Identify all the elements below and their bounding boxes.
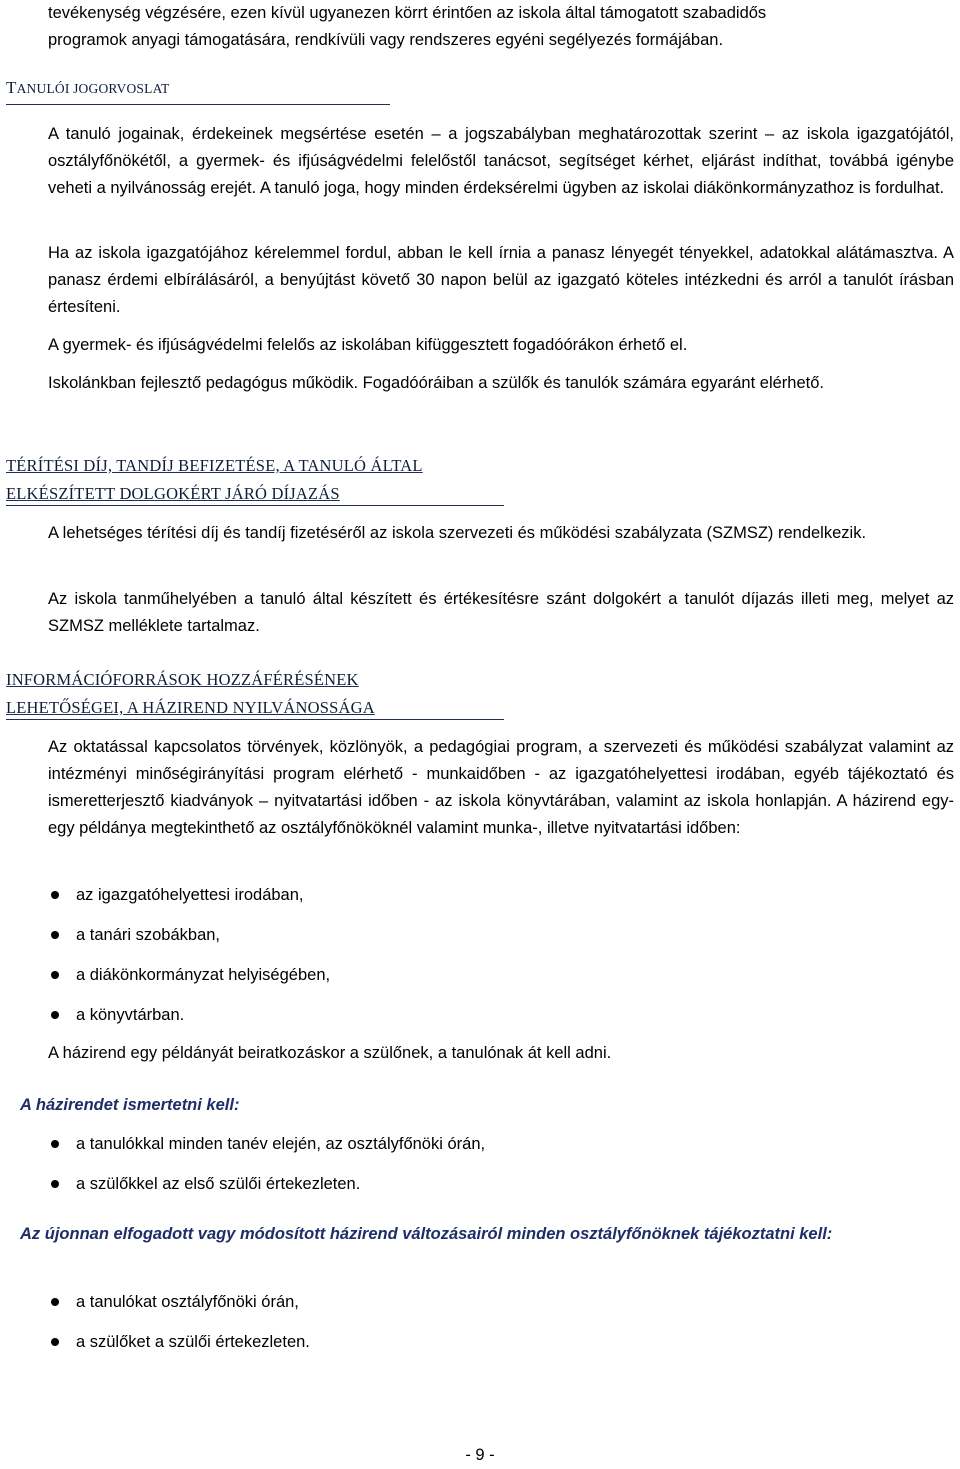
terites-paragraph-2: Az iskola tanműhelyében a tanuló által készített és értékesítésre szánt dolgokért a tanulót díjazás illeti meg, melyet az SZMSZ melléklete tartalmaz. [48, 590, 954, 635]
jogorvoslat-paragraph-2: Ha az iskola igazgatójához kérelemmel fordul, abban le kell írnia a panasz lényegét tényekkel, adatokkal alátámasztva. A panasz érdemi elbírálásáról, a benyújtást követő 30 napon belül az igazgató köteles intézkedni és arról a tanulót írásban értesíteni. [48, 244, 954, 316]
list-item: az igazgatóhelyettesi irodában, [48, 882, 330, 922]
bullet-icon [51, 1140, 59, 1148]
jogorvoslat-paragraph-3: A gyermek- és ifjúságvédelmi felelős az iskolában kifüggesztett fogadóórákon érhető el. [48, 336, 688, 354]
list-item: a tanulókat osztályfőnöki órán, [48, 1289, 310, 1329]
bullet-icon [51, 1338, 59, 1346]
list-item: a könyvtárban. [48, 1002, 330, 1042]
section-heading-jogorvoslat: TANULÓI JOGORVOSLAT [6, 78, 170, 97]
bullet-icon [51, 1011, 59, 1019]
location-list [48, 882, 330, 1042]
intro-line-2: programok anyagi támogatására, rendkívüli vagy rendszeres egyéni segélyezés formájában. [48, 31, 724, 49]
list-item: a tanári szobákban, [48, 922, 330, 962]
informacio-paragraph-2: A házirend egy példányát beiratkozáskor a szülőnek, a tanulónak át kell adni. [48, 1044, 612, 1062]
informacio-paragraph-1: Az oktatással kapcsolatos törvények, közlönyök, a pedagógiai program, a szervezeti és működési szabályzat valamint az intézményi minőségirányítási program elérhető - munkaidőben - az igazgatóhelyettesi irodában, egyéb tájékoztató és ismeretterjesztő kiadványok – nyitvatartási időben - az iskola könyvtárában, valamint az iskola honlapján. A házirend egy-egy példánya megtekinthető az osztályfőnököknél valamint munka-, illetve nyitvatartási időben: [48, 738, 954, 837]
list-item: a szülőket a szülői értekezleten. [48, 1329, 310, 1369]
ismertetni-heading: A házirendet ismertetni kell: [20, 1096, 240, 1114]
tajekoztatas-list [48, 1289, 310, 1369]
bullet-icon [51, 971, 59, 979]
bullet-icon [51, 1298, 59, 1306]
intro-paragraph [48, 0, 954, 54]
heading-rule [6, 719, 504, 720]
heading-rule [6, 104, 390, 105]
jogorvoslat-paragraph-4: Iskolánkban fejlesztő pedagógus működik. Fogadóóráiban a szülők és tanulók számára egyaránt elérhető. [48, 374, 824, 392]
heading-rule [6, 505, 504, 506]
terites-paragraph-1: A lehetséges térítési díj és tandíj fizetéséről az iskola szervezeti és működési szabályzata (SZMSZ) rendelkezik. [48, 524, 867, 542]
list-item: a diákönkormányzat helyiségében, [48, 962, 330, 1002]
ismertetni-list [48, 1131, 485, 1211]
section-heading-terites: TÉRÍTÉSI DÍJ, TANDÍJ BEFIZETÉSE, A TANULÓ ÁLTAL ELKÉSZÍTETT DOLGOKÉRT JÁRÓ DÍJAZÁS [6, 456, 423, 503]
bullet-icon [51, 1180, 59, 1188]
list-item: a tanulókkal minden tanév elején, az osztályfőnöki órán, [48, 1131, 485, 1171]
jogorvoslat-paragraph-1: A tanuló jogainak, érdekeinek megsértése esetén – a jogszabályban meghatározottak szerint – az iskola igazgatójától, osztályfőnökétől, a gyermek- és ifjúságvédelmi felelőstől tanácsot, segítséget kérhet, eljárást indíthat, továbbá igénybe veheti a nyilvánosság erejét. A tanuló joga, hogy minden érdeksérelmi ügyben az iskolai diákönkormányzathoz is fordulhat. [48, 125, 954, 197]
list-item: a szülőkkel az első szülői értekezleten. [48, 1171, 485, 1211]
bullet-icon [51, 931, 59, 939]
section-heading-informacio: INFORMÁCIÓFORRÁSOK HOZZÁFÉRÉSÉNEK LEHETŐSÉGEI, A HÁZIREND NYILVÁNOSSÁGA [6, 670, 375, 717]
page-number: - 9 - [465, 1446, 495, 1464]
modositott-heading: Az újonnan elfogadott vagy módosított házirend változásairól minden osztályfőnöknek tájékoztatni kell: [20, 1225, 833, 1243]
bullet-icon [51, 891, 59, 899]
intro-line-1: tevékenység végzésére, ezen kívül ugyanezen körrt érintően az iskola által támogatott szabadidős [48, 4, 767, 22]
